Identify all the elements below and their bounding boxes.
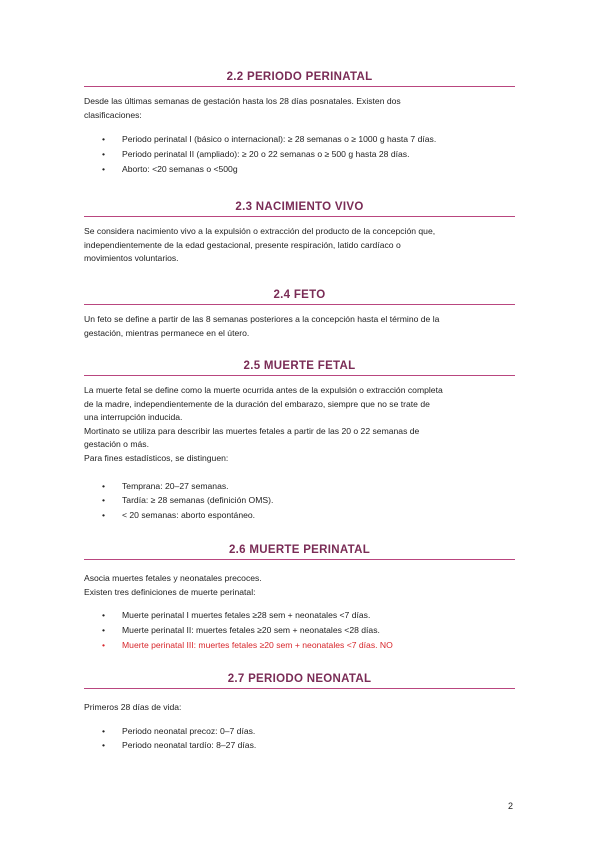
list-item: • Aborto: <20 semanas o <500g xyxy=(84,162,515,177)
bullet-icon: • xyxy=(102,639,106,650)
bullet-icon: • xyxy=(102,725,106,736)
section-paragraph xyxy=(84,225,515,266)
paragraph-line: Existen tres definiciones de muerte perinatal: xyxy=(84,586,256,597)
paragraph-line: una interrupción inducida. xyxy=(84,412,183,423)
paragraph-line: clasificaciones: xyxy=(84,109,142,120)
paragraph-line: Asocia muertes fetales y neonatales precoces. xyxy=(84,573,262,583)
section-muerte-perinatal xyxy=(84,544,515,653)
bullet-list xyxy=(84,608,515,652)
section-heading: 2.4 FETO xyxy=(84,289,515,305)
section-paragraph xyxy=(84,572,515,599)
list-item: • Muerte perinatal II: muertes fetales ≥20 sem + neonatales <28 días. xyxy=(84,623,515,638)
bullet-icon: • xyxy=(102,163,106,174)
list-item: • Temprana: 20–27 semanas. xyxy=(84,479,515,494)
section-paragraph xyxy=(84,313,515,340)
list-item: • Tardía: ≥ 28 semanas (definición OMS). xyxy=(84,493,515,508)
section-paragraph xyxy=(84,701,515,715)
paragraph-line: Para fines estadísticos, se distinguen: xyxy=(84,452,229,463)
list-item: • Periodo perinatal II (ampliado): ≥ 20 o 22 semanas o ≥ 500 g hasta 28 días. xyxy=(84,147,515,162)
section-periodo-perinatal xyxy=(84,71,515,177)
paragraph-line: Se considera nacimiento vivo a la expulsión o extracción del producto de la concepción que, xyxy=(84,226,436,236)
bullet-icon: • xyxy=(102,740,106,751)
bullet-list xyxy=(84,479,515,523)
section-periodo-neonatal xyxy=(84,673,515,753)
paragraph-line: gestación, mientras permanece en el útero. xyxy=(84,327,250,338)
bullet-icon: • xyxy=(102,148,106,159)
page-number: 2 xyxy=(508,801,514,811)
section-paragraph xyxy=(84,95,515,122)
list-item: • Periodo neonatal tardío: 8–27 días. xyxy=(84,738,515,753)
list-item: • Periodo perinatal I (básico o internacional): ≥ 28 semanas o ≥ 1000 g hasta 7 días. xyxy=(84,132,515,147)
paragraph-line: de la madre, independientemente de la duración del embarazo, siempre que no se trate de xyxy=(84,398,430,409)
bullet-icon: • xyxy=(102,134,106,145)
paragraph-line: gestación o más. xyxy=(84,439,149,450)
section-nacimiento-vivo xyxy=(84,201,515,266)
section-heading: 2.3 NACIMIENTO VIVO xyxy=(84,201,515,217)
section-muerte-fetal xyxy=(84,360,515,523)
bullet-icon: • xyxy=(102,610,106,621)
list-item-highlighted: • Muerte perinatal III: muertes fetales ≥20 sem + neonatales <7 días. NO xyxy=(84,638,515,653)
paragraph-line: Un feto se define a partir de las 8 semanas posteriores a la concepción hasta el término de la xyxy=(84,314,440,324)
bullet-icon: • xyxy=(102,510,106,521)
section-heading: 2.7 PERIODO NEONATAL xyxy=(84,673,515,689)
bullet-icon: • xyxy=(102,480,106,491)
section-heading: 2.2 PERIODO PERINATAL xyxy=(84,71,515,87)
paragraph-line: La muerte fetal se define como la muerte ocurrida antes de la expulsión o extracción completa xyxy=(84,385,443,395)
paragraph-line: Primeros 28 días de vida: xyxy=(84,702,182,712)
paragraph-line: Desde las últimas semanas de gestación hasta los 28 días posnatales. Existen dos xyxy=(84,96,401,106)
section-feto xyxy=(84,289,515,340)
paragraph-line: Mortinato se utiliza para describir las muertes fetales a partir de las 20 o 22 semanas de xyxy=(84,425,420,436)
section-heading: 2.6 MUERTE PERINATAL xyxy=(84,544,515,560)
paragraph-line: movimientos voluntarios. xyxy=(84,253,179,264)
list-item: • Muerte perinatal I muertes fetales ≥28 sem + neonatales <7 días. xyxy=(84,608,515,623)
list-item: • < 20 semanas: aborto espontáneo. xyxy=(84,508,515,523)
bullet-icon: • xyxy=(102,495,106,506)
bullet-icon: • xyxy=(102,624,106,635)
bullet-list xyxy=(84,132,515,176)
list-item: • Periodo neonatal precoz: 0–7 días. xyxy=(84,724,515,739)
section-heading: 2.5 MUERTE FETAL xyxy=(84,360,515,376)
bullet-list xyxy=(84,724,515,754)
section-paragraph xyxy=(84,384,515,466)
paragraph-line: independientemente de la edad gestacional, presente respiración, latido cardíaco o xyxy=(84,239,401,250)
